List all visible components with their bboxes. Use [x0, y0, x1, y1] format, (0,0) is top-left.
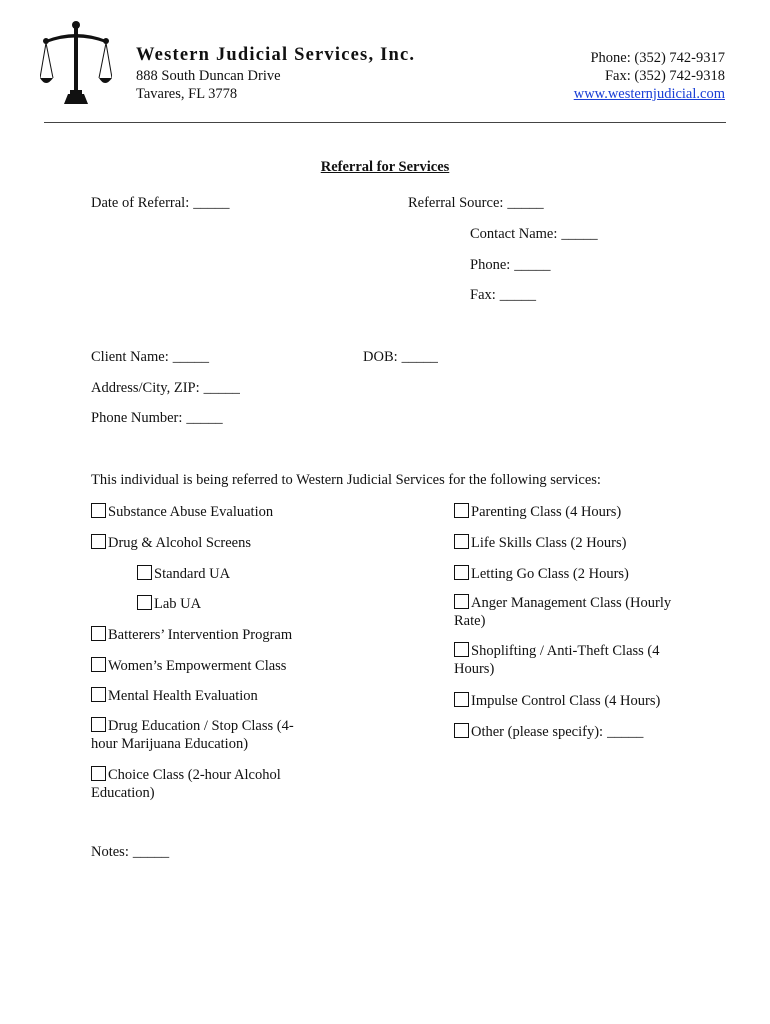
- contact-name-value[interactable]: _____: [561, 226, 598, 242]
- service-label: Letting Go Class (2 Hours): [471, 566, 629, 582]
- referral-fax-label: Fax:: [470, 287, 496, 303]
- checkbox[interactable]: [91, 657, 106, 672]
- checkbox[interactable]: [454, 534, 469, 549]
- service-standard-ua[interactable]: [137, 565, 230, 583]
- checkbox[interactable]: [91, 766, 106, 781]
- service-womens-empowerment[interactable]: [91, 657, 286, 675]
- client-name-label: Client Name:: [91, 349, 169, 365]
- form-title: Referral for Services: [320, 159, 450, 175]
- service-label: Substance Abuse Evaluation: [108, 504, 274, 520]
- service-batterers-intervention[interactable]: [91, 626, 292, 644]
- services-intro: This individual is being referred to Western Judicial Services for the following services:: [91, 472, 601, 488]
- company-name: Western Judicial Services, Inc.: [136, 45, 416, 65]
- checkbox[interactable]: [454, 503, 469, 518]
- dob-field[interactable]: [363, 349, 438, 366]
- company-website-link[interactable]: www.westernjudicial.com: [573, 86, 725, 102]
- checkbox[interactable]: [91, 534, 106, 549]
- service-label: Standard UA: [154, 566, 231, 582]
- phone-number-value[interactable]: _____: [186, 410, 223, 426]
- checkbox[interactable]: [454, 723, 469, 738]
- service-label: Anger Management Class (Hourly: [471, 595, 672, 611]
- referral-fax-value[interactable]: _____: [499, 287, 537, 303]
- service-lab-ua[interactable]: [137, 595, 201, 613]
- service-label: Drug Education / Stop Class (4-: [108, 718, 294, 734]
- address-line-2: Tavares, FL 3778: [136, 86, 238, 102]
- notes-label: Notes:: [91, 844, 129, 860]
- checkbox[interactable]: [91, 626, 106, 641]
- service-label-continued: Rate): [454, 613, 486, 629]
- contact-name-label: Contact Name:: [470, 226, 558, 242]
- client-name-field[interactable]: [91, 349, 209, 366]
- phone-number-field[interactable]: [91, 410, 223, 427]
- address-line-1: 888 South Duncan Drive: [136, 68, 281, 84]
- service-label: Batterers’ Intervention Program: [108, 627, 293, 643]
- service-label: Life Skills Class (2 Hours): [471, 535, 627, 551]
- dob-label: DOB:: [363, 349, 398, 365]
- service-label-continued: Hours): [454, 661, 495, 677]
- scales-of-justice-icon: [40, 18, 112, 108]
- service-label: Impulse Control Class (4 Hours): [471, 693, 661, 709]
- address-value[interactable]: _____: [203, 380, 240, 396]
- checkbox[interactable]: [454, 692, 469, 707]
- service-impulse-control-class[interactable]: [454, 692, 660, 710]
- service-label: Women’s Empowerment Class: [108, 658, 287, 674]
- date-of-referral-value[interactable]: _____: [193, 195, 230, 211]
- service-label-continued: Education): [91, 785, 155, 801]
- service-mental-health-evaluation[interactable]: [91, 687, 258, 705]
- checkbox[interactable]: [137, 595, 152, 610]
- service-life-skills-class[interactable]: [454, 534, 626, 552]
- checkbox[interactable]: [454, 594, 469, 609]
- service-drug-alcohol-screens[interactable]: [91, 534, 251, 552]
- checkbox[interactable]: [91, 503, 106, 518]
- service-label: Choice Class (2-hour Alcohol: [108, 767, 281, 783]
- service-label: Parenting Class (4 Hours): [471, 504, 622, 520]
- checkbox[interactable]: [454, 565, 469, 580]
- checkbox[interactable]: [91, 717, 106, 732]
- referral-phone-field[interactable]: [470, 257, 551, 274]
- company-phone: Phone: (352) 742-9317: [590, 50, 725, 66]
- checkbox[interactable]: [137, 565, 152, 580]
- referral-source-value[interactable]: _____: [507, 195, 544, 211]
- service-choice-class[interactable]: [91, 766, 281, 802]
- service-drug-education[interactable]: [91, 717, 294, 753]
- service-label: Drug & Alcohol Screens: [108, 535, 251, 551]
- service-label: Shoplifting / Anti-Theft Class (4: [471, 643, 660, 659]
- service-letting-go-class[interactable]: [454, 565, 629, 583]
- service-substance-abuse-evaluation[interactable]: [91, 503, 273, 521]
- service-label-continued: hour Marijuana Education): [91, 736, 249, 752]
- notes-value[interactable]: _____: [132, 844, 170, 860]
- service-shoplifting-class[interactable]: [454, 642, 660, 678]
- address-label: Address/City, ZIP:: [91, 380, 200, 396]
- service-label: Other (please specify):: [471, 724, 604, 740]
- date-of-referral-field[interactable]: [91, 195, 229, 212]
- service-anger-management[interactable]: [454, 594, 671, 630]
- service-parenting-class[interactable]: [454, 503, 621, 521]
- referral-source-field[interactable]: [408, 195, 544, 212]
- service-other[interactable]: [454, 723, 643, 741]
- date-of-referral-label: Date of Referral:: [91, 195, 190, 211]
- header-divider: [44, 122, 726, 123]
- referral-phone-label: Phone:: [470, 257, 511, 273]
- address-field[interactable]: [91, 380, 240, 397]
- client-name-value[interactable]: _____: [172, 349, 209, 365]
- dob-value[interactable]: _____: [401, 349, 438, 365]
- phone-number-label: Phone Number:: [91, 410, 183, 426]
- checkbox[interactable]: [91, 687, 106, 702]
- contact-name-field[interactable]: [470, 226, 598, 243]
- service-label: Lab UA: [154, 596, 202, 612]
- referral-source-label: Referral Source:: [408, 195, 504, 211]
- checkbox[interactable]: [454, 642, 469, 657]
- referral-phone-value[interactable]: _____: [514, 257, 551, 273]
- referral-fax-field[interactable]: [470, 287, 536, 304]
- service-label: Mental Health Evaluation: [108, 688, 258, 704]
- company-fax: Fax: (352) 742-9318: [604, 68, 725, 84]
- other-specify-value[interactable]: _____: [607, 724, 644, 740]
- notes-field[interactable]: [91, 844, 169, 861]
